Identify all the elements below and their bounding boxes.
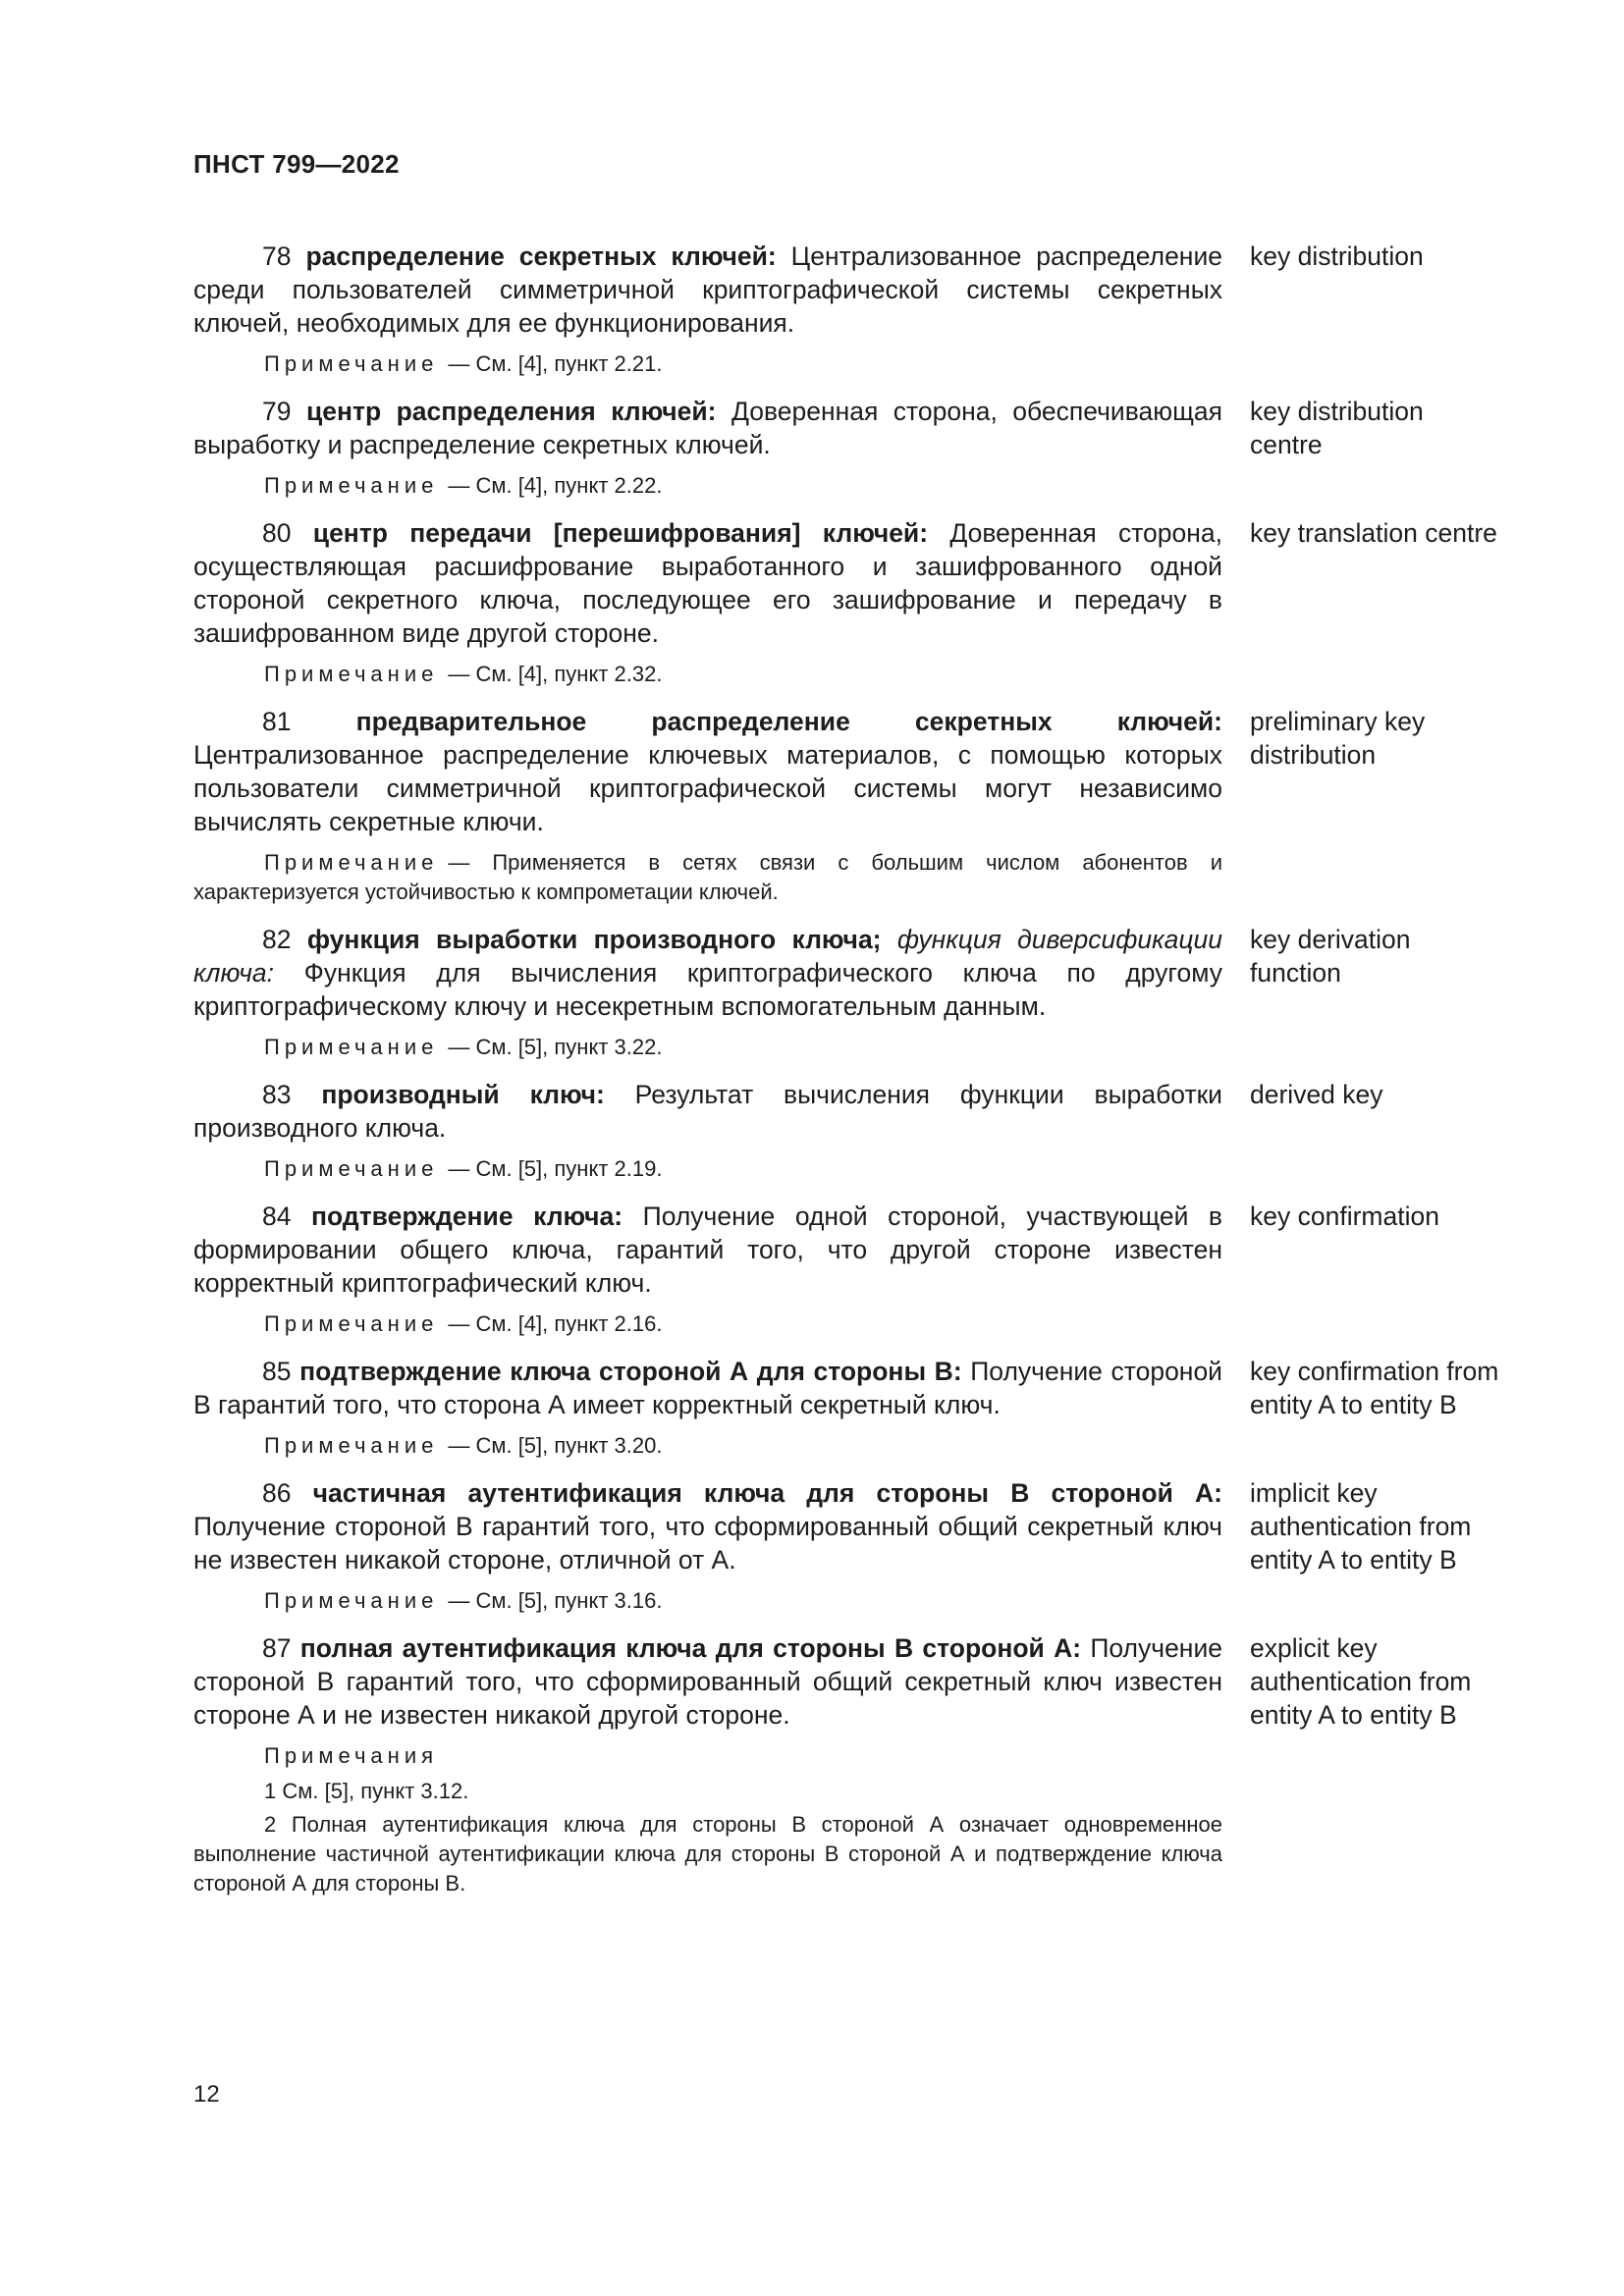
term-entry-84 (193, 1200, 1529, 1339)
term-number: 80 (262, 518, 292, 548)
terms-list (193, 240, 1529, 1914)
note-label: Примечание (264, 351, 439, 376)
term-english: key confirmation from entity A to entity B (1250, 1357, 1499, 1419)
term-name: подтверждение ключа: (311, 1201, 623, 1231)
note-label: Примечание (264, 1588, 439, 1613)
term-name: производный ключ: (321, 1080, 605, 1109)
term-note (193, 349, 1222, 379)
note-text: — См. [5], пункт 2.19. (448, 1156, 663, 1181)
term-english: explicit key authentication from entity A to entity B (1250, 1633, 1472, 1730)
term-number: 86 (262, 1478, 292, 1508)
term-definition-text: Результат вычисления функции выработки производного ключа. (193, 1080, 1222, 1143)
term-name: предварительное распределение секретных ключей: (355, 707, 1222, 736)
note-text: — См. [4], пункт 2.21. (448, 351, 663, 376)
term-note (193, 1586, 1222, 1616)
note-text: — См. [4], пункт 2.22. (448, 473, 663, 498)
term-number: 78 (262, 241, 292, 271)
term-name: подтверждение ключа стороной А для стороны В: (299, 1357, 962, 1386)
term-definition (193, 1355, 1222, 1421)
term-entry-87 (193, 1631, 1529, 1898)
term-definition (193, 516, 1222, 650)
term-synonym: функция диверсификации ключа: (193, 925, 1222, 988)
term-definition-text: Получение стороной В гарантий того, что сформированный общий секретный ключ не известен никакой стороне, отличной от А. (193, 1512, 1222, 1575)
term-entry-79 (193, 395, 1529, 501)
term-name: центр передачи [перешифрования] ключей: (312, 518, 929, 548)
term-name: частичная аутентификация ключа для стороны В стороной А: (312, 1478, 1222, 1508)
term-entry-82 (193, 923, 1529, 1062)
page-number: 12 (193, 2081, 220, 2108)
term-definition-text: Доверенная сторона, обеспечивающая выработку и распределение секретных ключей. (193, 397, 1222, 459)
notes-title: Примечания (264, 1743, 439, 1768)
term-note (193, 848, 1222, 907)
note-text: — См. [5], пункт 3.16. (448, 1588, 663, 1613)
term-number: 83 (262, 1080, 292, 1109)
term-note (193, 1309, 1222, 1339)
note-label: Примечание (264, 1156, 439, 1181)
note-label: Примечание (264, 662, 439, 686)
document-header: ПНСТ 799—2022 (193, 149, 400, 179)
term-definition (193, 705, 1222, 838)
term-english: key distribution centre (1250, 397, 1424, 459)
term-definition (193, 240, 1222, 340)
term-definition-text: Централизованное распределение ключевых материалов, с помощью которых пользователи симметричной криптографической системы могут независимо вычислять секретные ключи. (193, 740, 1222, 836)
term-english: key confirmation (1250, 1201, 1439, 1231)
term-number: 82 (262, 925, 292, 954)
term-definition-text: Централизованное распределение среди пользователей симметричной криптографической системы секретных ключей, необходимых для ее функционирования. (193, 241, 1222, 338)
term-notes (193, 1741, 1222, 1898)
term-name: центр распределения ключей: (305, 397, 717, 426)
note-label: Примечание (264, 850, 439, 875)
term-entry-81 (193, 705, 1529, 907)
note-label: Примечание (264, 1311, 439, 1336)
term-number: 81 (262, 707, 292, 736)
note-label: Примечание (264, 473, 439, 498)
term-definition-text: Получение одной стороной, участвующей в формировании общего ключа, гарантий того, что другой стороне известен корректный криптографический ключ. (193, 1201, 1222, 1298)
term-definition-text: Получение стороной В гарантий того, что сформированный общий секретный ключ известен стороне А и не известен никакой другой стороне. (193, 1633, 1222, 1730)
term-definition (193, 1078, 1222, 1145)
term-definition (193, 395, 1222, 461)
term-name: распределение секретных ключей: (305, 241, 777, 271)
note-text: — См. [4], пункт 2.32. (448, 662, 663, 686)
note-text: — См. [5], пункт 3.22. (448, 1035, 663, 1059)
term-note (193, 1154, 1222, 1184)
note-label: Примечание (264, 1035, 439, 1059)
term-number: 85 (262, 1357, 292, 1386)
term-entry-85 (193, 1355, 1529, 1461)
term-note (193, 1431, 1222, 1461)
term-definition-text: Доверенная сторона, осуществляющая расшифрование выработанного и зашифрованного одной стороной секретного ключа, последующее его зашифрование и передачу в зашифрованном виде другой стороне. (193, 518, 1222, 648)
term-name: функция выработки производного ключа; (306, 925, 882, 954)
term-definition-text: Получение стороной В гарантий того, что сторона А имеет корректный секретный ключ. (193, 1357, 1222, 1419)
term-name: полная аутентификация ключа для стороны В стороной А: (299, 1633, 1082, 1663)
term-entry-83 (193, 1078, 1529, 1184)
term-entry-78 (193, 240, 1529, 379)
term-english: preliminary key distribution (1250, 707, 1426, 770)
term-definition-text: Функция для вычисления криптографического ключа по другому криптографическому ключу и несекретным вспомогательным данным. (193, 958, 1222, 1021)
note-text: — См. [5], пункт 3.20. (448, 1433, 663, 1458)
term-english: implicit key authentication from entity A to entity B (1250, 1478, 1472, 1575)
term-number: 79 (262, 397, 292, 426)
note-label: Примечание (264, 1433, 439, 1458)
term-note (193, 660, 1222, 689)
term-definition (193, 1631, 1222, 1732)
term-entry-80 (193, 516, 1529, 689)
term-definition (193, 1200, 1222, 1300)
term-english: derived key (1250, 1080, 1383, 1109)
term-number: 87 (262, 1633, 292, 1663)
term-number: 84 (262, 1201, 292, 1231)
term-english: key translation centre (1250, 518, 1497, 548)
notes-item: 1 См. [5], пункт 3.12. (264, 1779, 469, 1803)
note-text: — Применяется в сетях связи с большим числом абонентов и характеризуется устойчивостью к компрометации ключей. (193, 850, 1222, 904)
term-english: key distribution (1250, 241, 1424, 271)
note-text: — См. [4], пункт 2.16. (448, 1311, 663, 1336)
term-note (193, 471, 1222, 501)
notes-item: 2 Полная аутентификация ключа для стороны В стороной А означает одновременное выполнение частичной аутентификации ключа для стороны В стороной А и подтверждение ключа стороной А для стороны В. (193, 1812, 1222, 1896)
term-definition (193, 1476, 1222, 1576)
term-entry-86 (193, 1476, 1529, 1616)
term-note (193, 1033, 1222, 1062)
term-definition (193, 923, 1222, 1023)
term-english: key derivation function (1250, 925, 1411, 988)
